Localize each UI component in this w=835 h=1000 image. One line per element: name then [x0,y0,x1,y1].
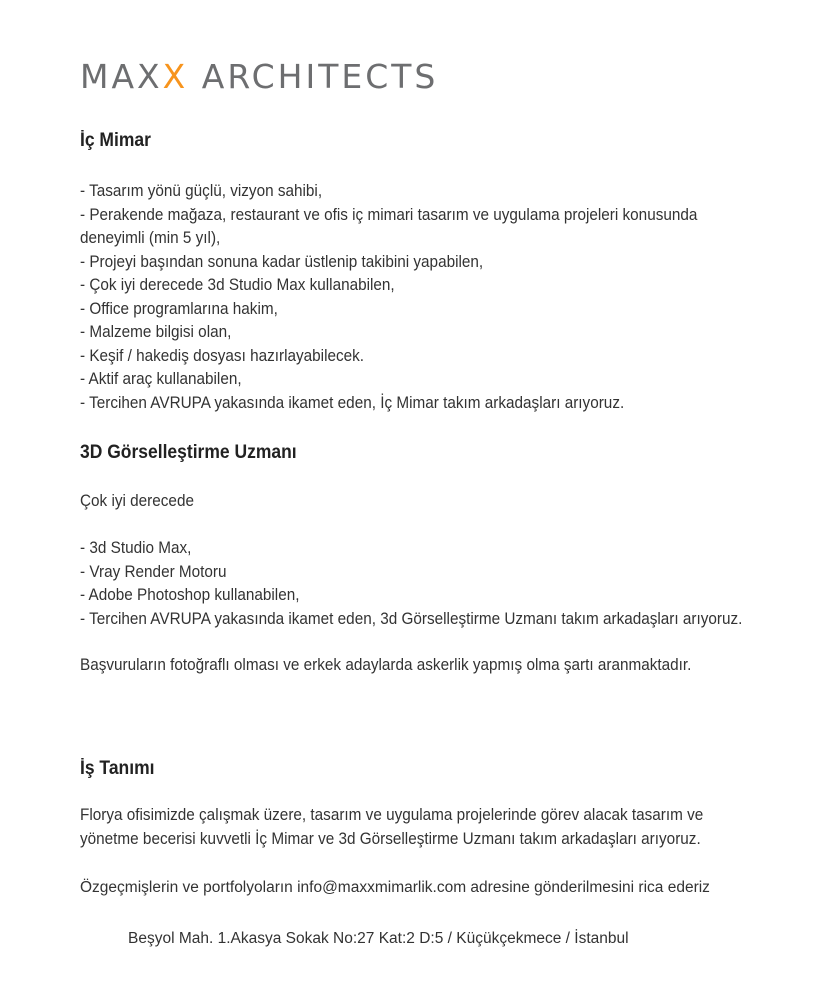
3d-requirements-list [80,536,816,630]
company-logo [80,57,438,96]
section-title-is-tanimi: İş Tanımı [80,758,155,779]
list-item: - Adobe Photoshop kullanabilen, [80,585,300,604]
list-item: - Keşif / hakediş dosyası hazırlayabilecek. [80,345,365,365]
list-item: - Tasarım yönü güçlü, vizyon sahibi, [80,181,323,200]
list-item: - Çok iyi derecede 3d Studio Max kullanabilen, [80,275,395,294]
ic-mimar-requirements-list [80,179,766,414]
application-note: Başvuruların fotoğraflı olması ve erkek adaylarda askerlik yapmış olma şartı aranmaktadır. [80,655,692,674]
list-item: - Vray Render Motoru [80,561,227,581]
office-address: Beşyol Mah. 1.Akasya Sokak No:27 Kat:2 D:5 / Küçükçekmece / İstanbul [128,930,629,947]
section-title-ic-mimar: İç Mimar [80,130,151,151]
job-description-line: yönetme becerisi kuvvetli İç Mimar ve 3d Görselleştirme Uzmanı takım arkadaşları arıyoruz. [80,829,701,848]
job-description-line: Florya ofisimizde çalışmak üzere, tasarım ve uygulama projelerinde görev alacak tasarım ve [80,805,704,824]
list-item: - Tercihen AVRUPA yakasında ikamet eden, 3d Görselleştirme Uzmanı takım arkadaşları arıyoruz. [80,608,743,628]
logo-text-part3: ARCHITECTS [188,57,439,96]
contact-email-text: Özgeçmişlerin ve portfolyoların info@maxxmimarlik.com adresine gönderilmesini rica ederiz [80,879,710,896]
list-item: - Office programlarına hakim, [80,298,278,318]
list-item: - Tercihen AVRUPA yakasında ikamet eden, İç Mimar takım arkadaşları arıyoruz. [80,392,625,412]
list-item: - Projeyi başından sonuna kadar üstlenip takibini yapabilen, [80,251,484,271]
logo-text-accent: X [162,57,189,96]
logo-text-part1: MAX [80,57,163,96]
section2-intro: Çok iyi derecede [80,491,194,510]
list-item: - Perakende mağaza, restaurant ve ofis iç mimari tasarım ve uygulama projeleri konusunda [80,204,698,224]
list-item: - Aktif araç kullanabilen, [80,369,242,388]
list-item: - 3d Studio Max, [80,538,192,557]
section-title-3d-gorsellestirme: 3D Görselleştirme Uzmanı [80,442,297,463]
list-item: deneyimli (min 5 yıl), [80,228,221,247]
list-item: - Malzeme bilgisi olan, [80,322,232,341]
